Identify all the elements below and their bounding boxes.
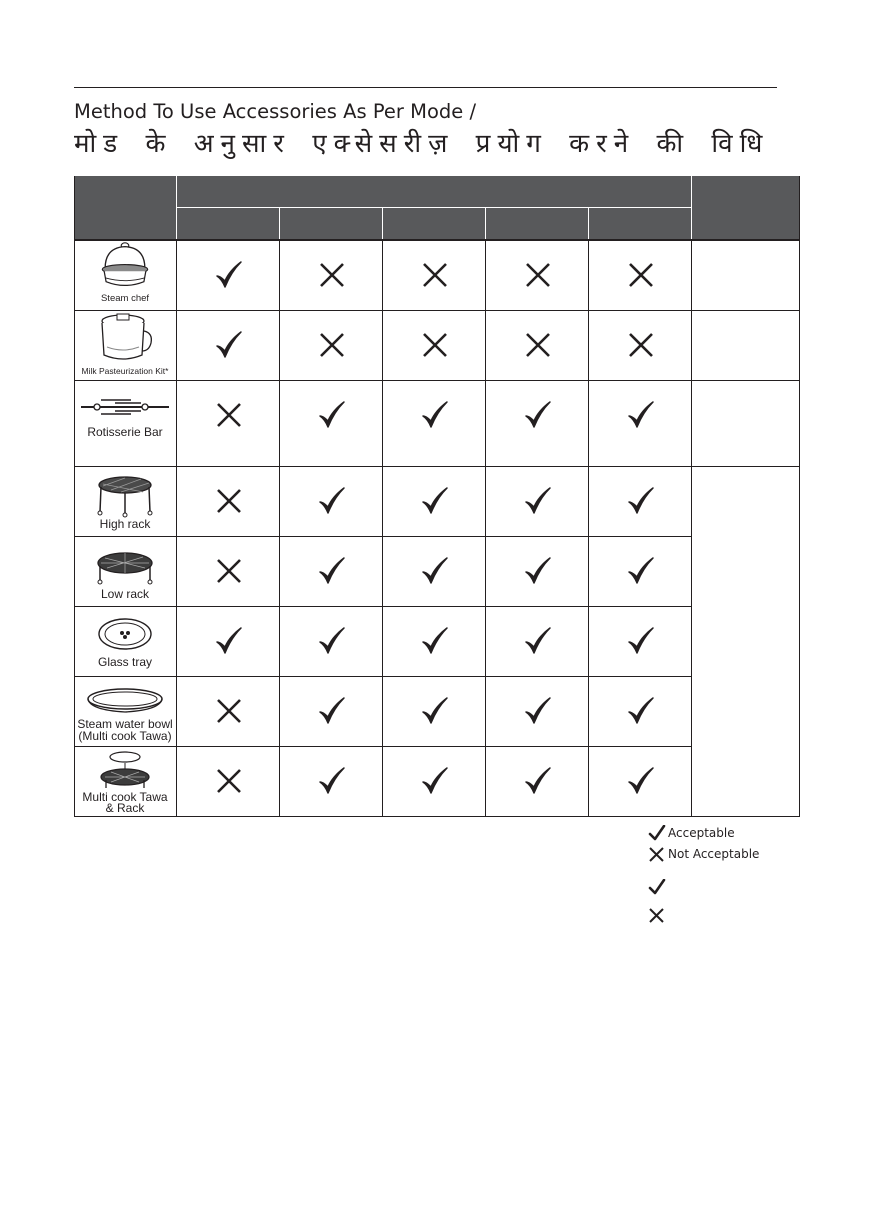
not-acceptable-mark: [589, 240, 692, 310]
cross-icon: [523, 330, 553, 360]
high-rack-icon: [95, 474, 155, 518]
cross-icon: [523, 260, 553, 290]
acceptable-mark: [589, 606, 692, 676]
acceptable-mark: [383, 536, 486, 606]
cross-icon: [626, 330, 656, 360]
header-accessory-cell: [74, 176, 176, 240]
check-icon: [523, 626, 553, 656]
check-icon: [626, 626, 656, 656]
acceptable-mark: [383, 676, 486, 746]
check-icon: [420, 556, 450, 586]
not-acceptable-mark: [383, 240, 486, 310]
acceptable-mark: [486, 676, 589, 746]
check-icon: [420, 696, 450, 726]
acceptable-mark: [589, 466, 692, 536]
acceptable-mark: [383, 380, 486, 450]
accessory-cell-high-rack: [74, 466, 176, 536]
cross-icon: [626, 260, 656, 290]
check-icon: [214, 330, 244, 360]
top-rule: [74, 87, 777, 88]
acceptable-mark: [280, 606, 383, 676]
acceptable-mark: [280, 466, 383, 536]
glass-tray-icon: [96, 617, 154, 651]
acceptable-mark: [589, 536, 692, 606]
cross-icon: [420, 260, 450, 290]
header-remark-cell: [692, 176, 800, 240]
check-icon: [648, 879, 666, 895]
acceptable-mark: [383, 466, 486, 536]
steam-water-bowl-icon: [85, 686, 165, 716]
check-icon: [626, 696, 656, 726]
check-icon: [317, 626, 347, 656]
page-title-english: Method To Use Accessories As Per Mode /: [74, 100, 477, 123]
check-icon: [523, 766, 553, 796]
accessory-cell-multi-cook-tawa: [74, 746, 176, 816]
acceptable-mark: [280, 676, 383, 746]
accessory-cell-rotisserie-bar: [74, 380, 176, 466]
milk-pasteurization-kit-icon: [95, 311, 155, 365]
check-icon: [648, 825, 666, 841]
legend-not-acceptable-hindi: [648, 906, 808, 924]
check-icon: [420, 766, 450, 796]
acceptable-mark: [486, 536, 589, 606]
accessory-label: Low rack: [100, 587, 150, 601]
acceptable-mark: [589, 746, 692, 816]
acceptable-mark: [486, 606, 589, 676]
accessory-cell-milk-kit: [74, 310, 176, 380]
acceptable-mark: [177, 606, 280, 676]
accessory-label: Steam water bowl (Multi cook Tawa): [77, 717, 173, 743]
check-icon: [523, 556, 553, 586]
acceptable-mark: [589, 676, 692, 746]
check-icon: [317, 556, 347, 586]
accessory-label: Glass tray: [97, 655, 152, 669]
cross-icon: [214, 766, 244, 796]
not-acceptable-mark: [589, 310, 692, 380]
cross-icon: [214, 486, 244, 516]
cross-icon: [214, 696, 244, 726]
header-mode-cell-2: [280, 208, 382, 240]
header-mode-cell-4: [486, 208, 588, 240]
legend-acceptable: [648, 824, 808, 842]
check-icon: [626, 556, 656, 586]
cross-icon: [317, 260, 347, 290]
acceptable-mark: [280, 746, 383, 816]
not-acceptable-mark: [486, 240, 589, 310]
acceptable-mark: [383, 746, 486, 816]
accessory-label: Milk Pasteurization Kit*: [81, 366, 169, 376]
check-icon: [317, 766, 347, 796]
acceptable-mark: [177, 240, 280, 310]
check-icon: [626, 486, 656, 516]
check-icon: [317, 400, 347, 430]
legend-acceptable-label: Acceptable: [668, 826, 735, 840]
accessory-cell-glass-tray: [74, 606, 176, 676]
not-acceptable-mark: [280, 240, 383, 310]
accessory-label: Multi cook Tawa & Rack: [82, 790, 168, 815]
check-icon: [420, 626, 450, 656]
check-icon: [317, 696, 347, 726]
not-acceptable-mark: [383, 310, 486, 380]
acceptable-mark: [486, 380, 589, 450]
not-acceptable-mark: [177, 676, 280, 746]
accessory-label: Steam chef: [100, 293, 150, 304]
accessory-cell-steam-water-bowl: [74, 676, 176, 746]
check-icon: [626, 400, 656, 430]
check-icon: [523, 400, 553, 430]
table-border: [799, 176, 800, 817]
page-title-hindi: मोड के अनुसार एक्सेसरीज़ प्रयोग करने की विधि: [74, 129, 770, 159]
legend-not-acceptable-label: Not Acceptable: [668, 847, 760, 861]
header-mode-group-cell: [177, 176, 691, 207]
check-icon: [626, 766, 656, 796]
legend-acceptable-hindi: [648, 878, 808, 896]
acceptable-mark: [177, 310, 280, 380]
check-icon: [420, 486, 450, 516]
acceptable-mark: [486, 746, 589, 816]
not-acceptable-mark: [486, 310, 589, 380]
header-mode-cell-3: [383, 208, 485, 240]
cross-icon: [420, 330, 450, 360]
cross-icon: [317, 330, 347, 360]
acceptable-mark: [486, 466, 589, 536]
not-acceptable-mark: [177, 746, 280, 816]
accessory-label: High rack: [99, 517, 151, 531]
cross-icon: [214, 556, 244, 586]
accessory-cell-low-rack: [74, 536, 176, 606]
acceptable-mark: [280, 536, 383, 606]
check-icon: [523, 696, 553, 726]
acceptable-mark: [383, 606, 486, 676]
header-mode-cell-1: [177, 208, 279, 240]
check-icon: [214, 626, 244, 656]
steam-chef-icon: [96, 240, 154, 293]
low-rack-icon: [95, 550, 155, 588]
check-icon: [523, 486, 553, 516]
not-acceptable-mark: [177, 536, 280, 606]
cross-icon: [214, 400, 244, 430]
not-acceptable-mark: [177, 380, 280, 450]
legend-not-acceptable: [648, 845, 808, 863]
not-acceptable-mark: [177, 466, 280, 536]
acceptable-mark: [589, 380, 692, 450]
accessory-cell-steam-chef: [74, 240, 176, 310]
accessory-mode-table: [74, 176, 800, 817]
accessory-label: Rotisserie Bar: [87, 425, 163, 439]
rotisserie-bar-icon: [79, 392, 171, 422]
header-mode-cell-5: [589, 208, 691, 240]
check-icon: [420, 400, 450, 430]
multi-cook-tawa-rack-icon: [99, 750, 151, 792]
check-icon: [214, 260, 244, 290]
acceptable-mark: [280, 380, 383, 450]
cross-icon: [648, 907, 666, 923]
not-acceptable-mark: [280, 310, 383, 380]
check-icon: [317, 486, 347, 516]
cross-icon: [648, 846, 666, 862]
